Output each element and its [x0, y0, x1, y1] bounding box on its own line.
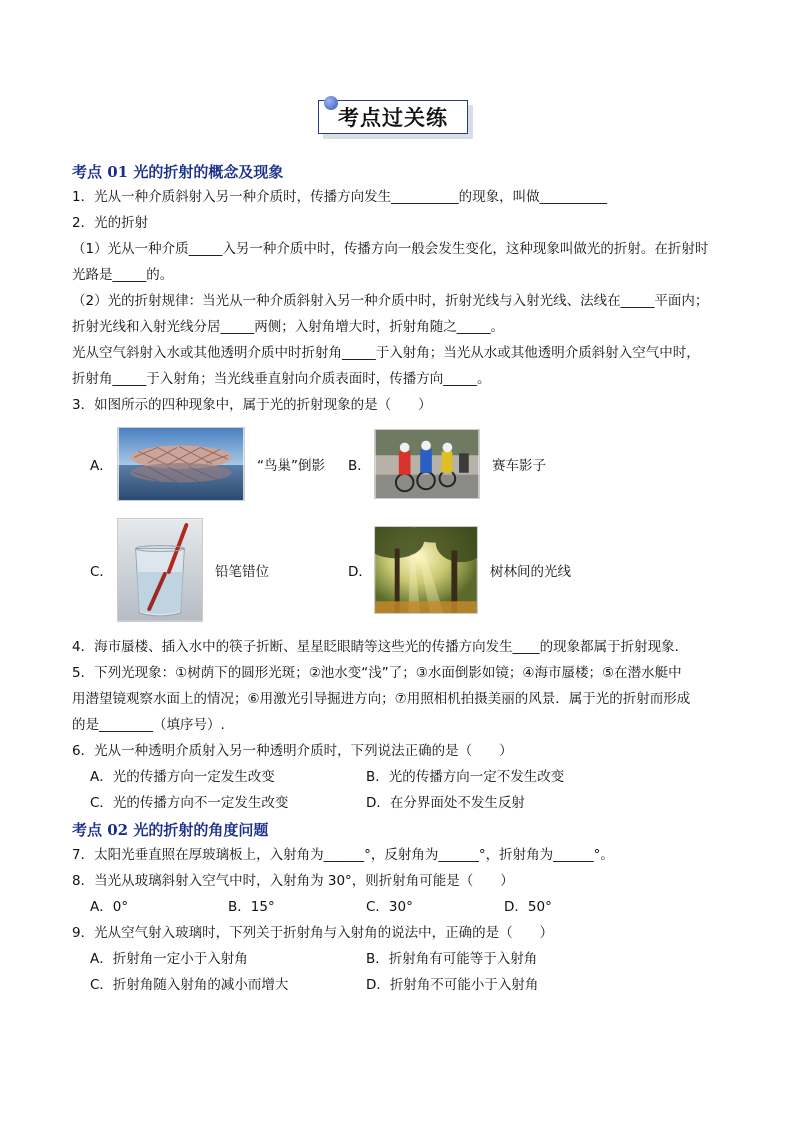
q6-options-row-1 — [72, 764, 732, 790]
question-8: 8．当光从玻璃斜射入空气中时，入射角为 30°，则折射角可能是（ ） — [72, 873, 514, 889]
question-2-part-3a: 光从空气斜射入水或其他透明介质中时折射角_____于入射角；当光从水或其他透明介质斜射入空气中时， — [72, 345, 700, 361]
question-2-part-2a: （2）光的折射规律：当光从一种介质斜射入另一种介质中时，折射光线与入射光线、法线在_____平面内； — [72, 293, 709, 309]
question-5-line-1: 5．下列光现象：①树荫下的圆形光斑；②池水变“浅”了；③水面倒影如镜；④海市蜃楼；⑤在潜水艇中 — [72, 665, 682, 681]
q3-option-d-caption: 树林间的光线 — [490, 564, 571, 580]
racing-bikes-shadow-image — [374, 429, 480, 499]
q9-options-row-2 — [72, 972, 732, 998]
question-5-line-3: 的是________（填序号）. — [72, 717, 225, 733]
q3-option-d-label: D． — [348, 564, 372, 580]
question-5-line-2: 用潜望镜观察水面上的情况；⑥用激光引导掘进方向；⑦用照相机拍摄美丽的风景．属于光的折射而形成 — [72, 691, 691, 707]
q8-option-a[interactable]: A．0° — [90, 899, 129, 915]
forest-light-rays-image — [374, 526, 478, 614]
q6-option-a[interactable]: A．光的传播方向一定发生改变 — [90, 769, 275, 785]
q8-option-b[interactable]: B．15° — [228, 899, 275, 915]
q6-option-d[interactable]: D．在分界面处不发生反射 — [366, 795, 525, 811]
question-9: 9．光从空气射入玻璃时，下列关于折射角与入射角的说法中，正确的是（ ） — [72, 925, 554, 941]
question-2: 2．光的折射 — [72, 215, 149, 231]
q3-option-b-label: B． — [348, 458, 371, 474]
question-2-part-1a: （1）光从一种介质_____入另一种介质中时，传播方向一般会发生变化，这种现象叫做光的折射。在折射时 — [72, 241, 709, 257]
question-2-part-1b: 光路是_____的。 — [72, 267, 174, 283]
q9-option-c[interactable]: C．折射角随入射角的减小而增大 — [90, 977, 289, 993]
q9-options-row-1 — [72, 946, 732, 972]
q8-options-row — [72, 894, 732, 920]
q3-option-a-label: A． — [90, 458, 113, 474]
q6-option-b[interactable]: B．光的传播方向一定不发生改变 — [366, 769, 565, 785]
q3-option-b-caption: 赛车影子 — [492, 458, 546, 474]
q3-option-b[interactable] — [348, 429, 546, 499]
q3-option-c[interactable] — [72, 518, 348, 622]
page-title: 考点过关练 — [338, 106, 448, 130]
q3-option-c-caption: 铅笔错位 — [215, 564, 269, 580]
q3-image-row-2 — [72, 514, 732, 626]
question-4: 4．海市蜃楼、插入水中的筷子折断、星星眨眼睛等这些光的传播方向发生____的现象都属于折射现象． — [72, 639, 689, 655]
q9-option-d[interactable]: D．折射角不可能小于入射角 — [366, 977, 539, 993]
bullet-dot-icon — [324, 96, 338, 110]
q3-image-row-1 — [72, 418, 732, 510]
question-1: 1．光从一种介质斜射入另一种介质时，传播方向发生__________的现象，叫做__________ — [72, 189, 608, 205]
q9-option-b[interactable]: B．折射角有可能等于入射角 — [366, 951, 538, 967]
worksheet-content — [72, 160, 732, 998]
section-title-01: 考点 01 光的折射的概念及现象 — [72, 163, 284, 181]
q3-option-d[interactable] — [348, 526, 571, 614]
title-box — [318, 100, 468, 134]
pencil-in-water-image — [117, 518, 203, 622]
question-7: 7．太阳光垂直照在厚玻璃板上，入射角为______°，反射角为______°，折射角为______°。 — [72, 847, 614, 863]
q8-option-c[interactable]: C．30° — [366, 899, 413, 915]
q9-option-a[interactable]: A．折射角一定小于入射角 — [90, 951, 248, 967]
birds-nest-reflection-image — [117, 427, 245, 501]
q6-option-c[interactable]: C．光的传播方向不一定发生改变 — [90, 795, 289, 811]
q3-option-a[interactable] — [72, 427, 348, 501]
question-2-part-3b: 折射角_____于入射角；当光线垂直射向介质表面时，传播方向_____。 — [72, 371, 491, 387]
q6-options-row-2 — [72, 790, 732, 816]
question-3: 3．如图所示的四种现象中，属于光的折射现象的是（ ） — [72, 397, 432, 413]
q3-option-c-label: C． — [90, 564, 113, 580]
q3-option-a-caption: “鸟巢”倒影 — [257, 458, 325, 474]
question-6: 6．光从一种透明介质射入另一种透明介质时，下列说法正确的是（ ） — [72, 743, 513, 759]
q8-option-d[interactable]: D．50° — [504, 899, 552, 915]
section-title-02: 考点 02 光的折射的角度问题 — [72, 821, 269, 839]
question-2-part-2b: 折射光线和入射光线分居_____两侧；入射角增大时，折射角随之_____。 — [72, 319, 504, 335]
title-banner — [318, 100, 474, 140]
